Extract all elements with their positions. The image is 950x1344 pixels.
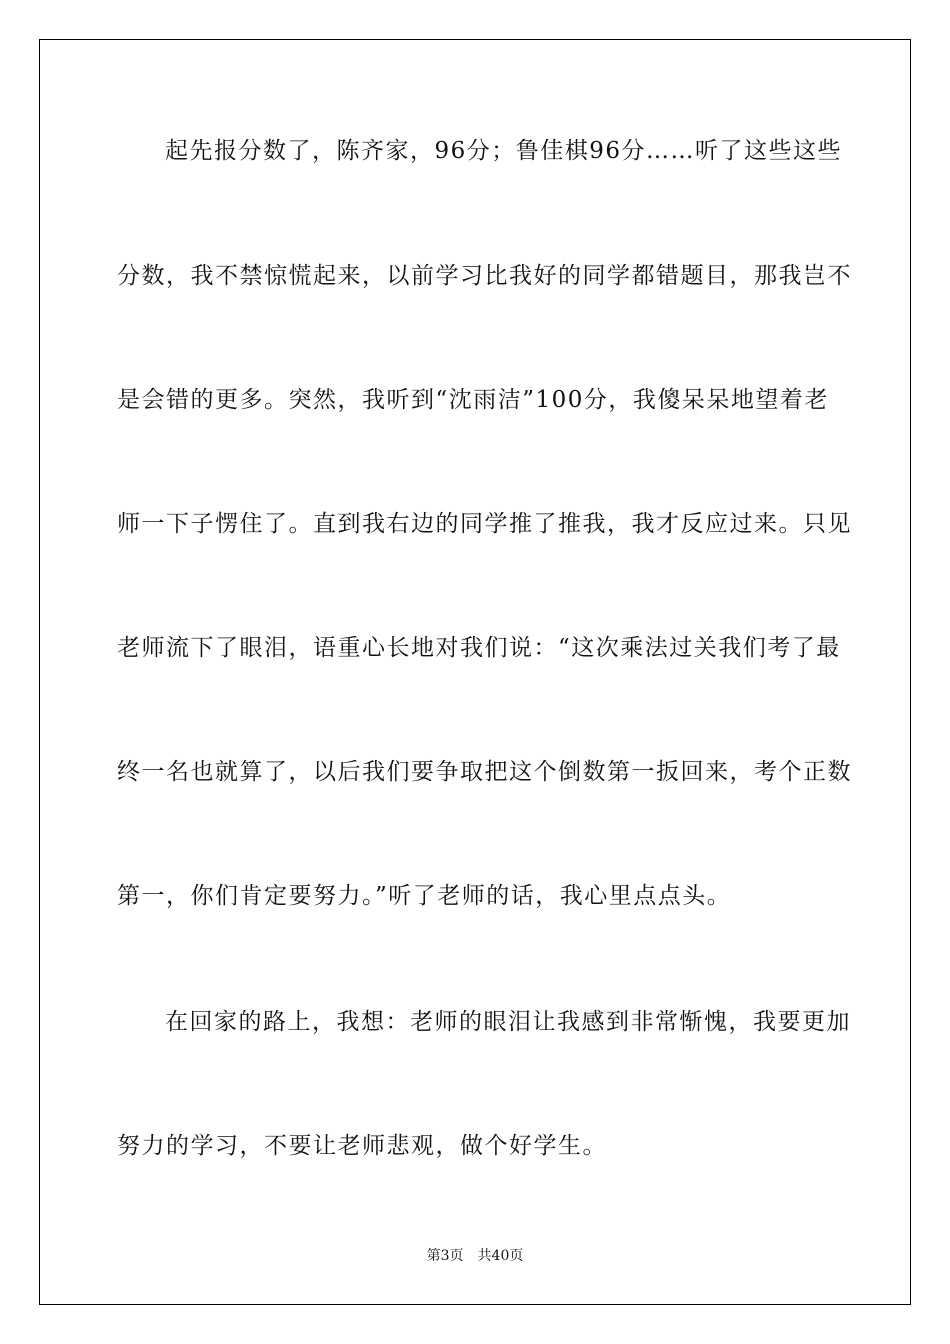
page-total: 共40页 [477,1248,524,1264]
paragraph-1-line-4: 师一下子愣住了。直到我右边的同学推了推我，我才反应过来。只见 [117,511,852,537]
page-footer [0,1247,950,1265]
page-number: 第3页 [426,1248,464,1264]
paragraph-1-line-7: 第一，你们肯定要努力。”听了老师的话，我心里点点头。 [117,883,732,909]
page-border [39,39,911,1305]
paragraph-1-line-1: 起先报分数了，陈齐家，96分；鲁佳棋96分……听了这些这些 [165,138,843,164]
paragraph-1-line-5: 老师流下了眼泪，语重心长地对我们说：“这次乘法过关我们考了最 [117,635,841,661]
paragraph-1-line-6: 终一名也就算了，以后我们要争取把这个倒数第一扳回来，考个正数 [117,759,852,785]
paragraph-2-line-1: 在回家的路上，我想：老师的眼泪让我感到非常惭愧，我要更加 [165,1009,851,1035]
paragraph-2-line-2: 努力的学习，不要让老师悲观，做个好学生。 [117,1133,607,1159]
paragraph-1-line-3: 是会错的更多。突然，我听到“沈雨洁”100分，我傻呆呆地望着老 [117,387,829,413]
paragraph-1-line-2: 分数，我不禁惊慌起来，以前学习比我好的同学都错题目，那我岂不 [117,263,852,289]
